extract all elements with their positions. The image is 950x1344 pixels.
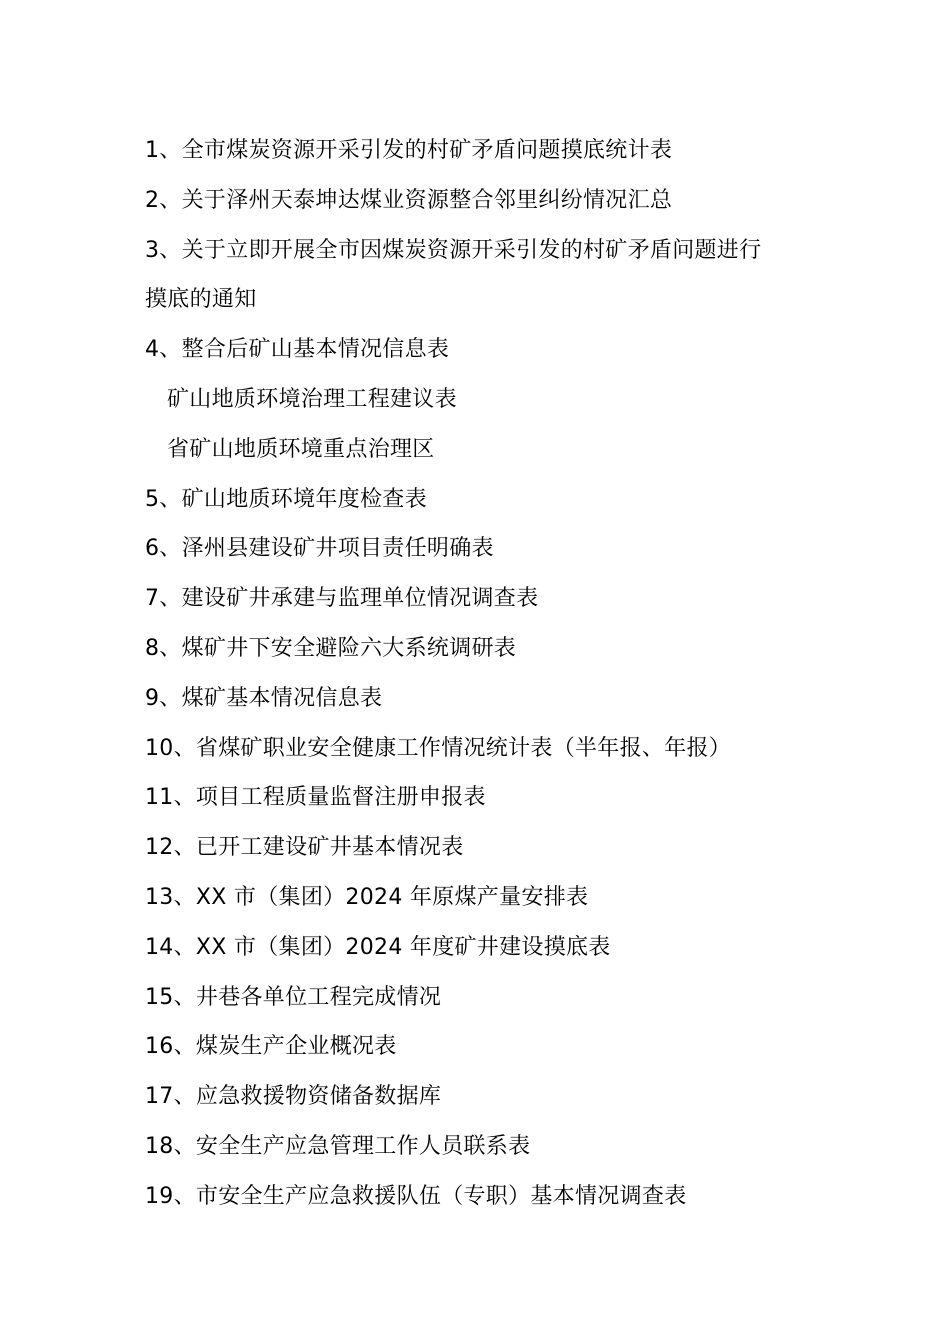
list-item: 1、全市煤炭资源开采引发的村矿矛盾问题摸底统计表 [145,138,673,163]
list-item: 19、市安全生产应急救援队伍（专职）基本情况调查表 [145,1183,687,1209]
list-item: 8、煤矿井下安全避险六大系统调研表 [145,635,517,661]
list-item: 10、省煤矿职业安全健康工作情况统计表（半年报、年报） [145,735,732,761]
list-item: 13、XX 市（集团）2024 年原煤产量安排表 [145,884,589,910]
list-item: 4、整合后矿山基本情况信息表 [145,337,450,363]
list-item: 12、已开工建设矿井基本情况表 [145,835,464,861]
list-item: 7、建设矿井承建与监理单位情况调查表 [145,586,539,612]
list-item: 15、井巷各单位工程完成情况 [145,984,442,1010]
list-item: 5、矿山地质环境年度检查表 [145,486,427,512]
list-subitem: 省矿山地质环境重点治理区 [167,436,435,462]
document-list [145,126,825,1222]
list-item: 6、泽州县建设矿井项目责任明确表 [145,536,494,562]
list-item: 18、安全生产应急管理工作人员联系表 [145,1133,531,1159]
list-item: 14、XX 市（集团）2024 年度矿井建设摸底表 [145,934,611,960]
list-item: 9、煤矿基本情况信息表 [145,685,383,711]
list-item: 2、关于泽州天泰坤达煤业资源整合邻里纠纷情况汇总 [145,187,673,213]
list-item: 16、煤炭生产企业概况表 [145,1034,397,1060]
list-subitem: 矿山地质环境治理工程建议表 [167,386,457,412]
list-item: 11、项目工程质量监督注册申报表 [145,785,486,811]
list-item: 3、关于立即开展全市因煤炭资源开采引发的村矿矛盾问题进行 [145,237,762,263]
list-item-continuation: 摸底的通知 [145,287,257,313]
list-item: 17、应急救援物资储备数据库 [145,1084,442,1110]
